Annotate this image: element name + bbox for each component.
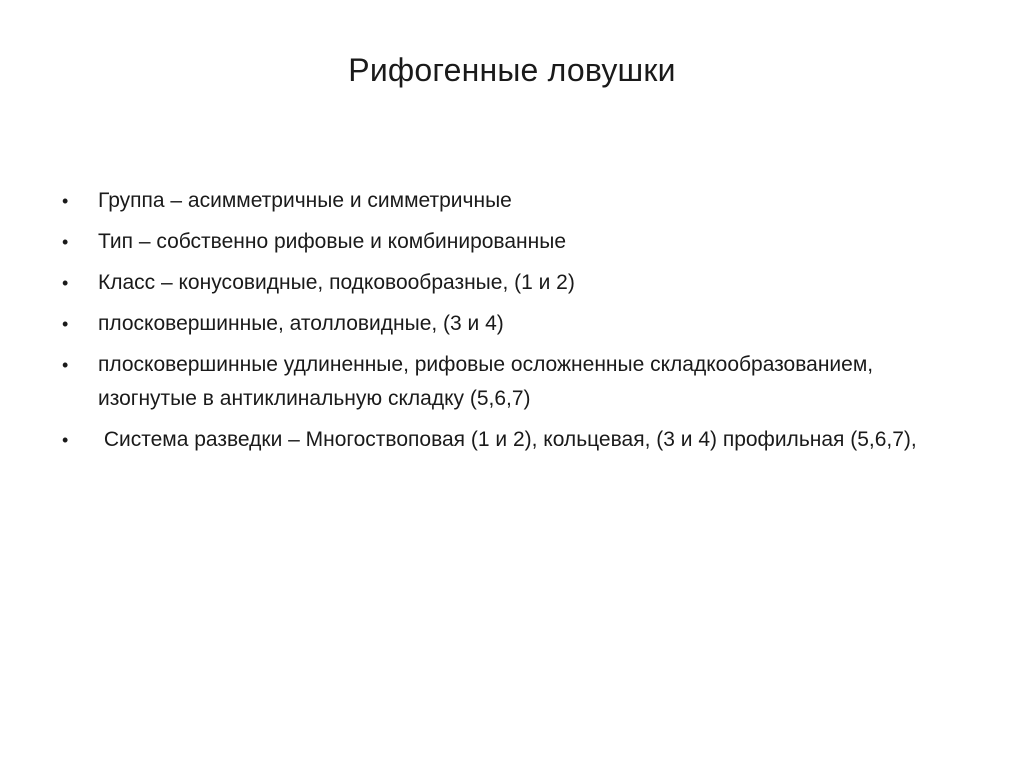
- bullet-item-elongated: [62, 348, 962, 416]
- bullet-text: плосковершинные, атолловидные, (3 и 4): [98, 312, 504, 335]
- bullet-text: плосковершинные удлиненные, рифовые осложненные складкообразованием, изогнутые в антиклинальную складку (5,6,7): [98, 353, 879, 410]
- bullet-icon: •: [62, 273, 69, 293]
- bullet-item-exploration-system: [62, 423, 962, 457]
- bullet-icon: •: [62, 314, 69, 334]
- bullet-list: [62, 184, 962, 464]
- bullet-item-type: [62, 225, 962, 259]
- bullet-text: Система разведки – Многоствоповая (1 и 2), кольцевая, (3 и 4) профильная (5,6,7),: [98, 428, 917, 451]
- bullet-icon: •: [62, 430, 69, 450]
- bullet-text: Тип – собственно рифовые и комбинированные: [98, 230, 566, 253]
- bullet-item-class: [62, 266, 962, 300]
- slide-title: Рифогенные ловушки: [348, 52, 676, 88]
- bullet-icon: •: [62, 232, 69, 252]
- bullet-item-flat-atoll: [62, 307, 962, 341]
- bullet-icon: •: [62, 355, 69, 375]
- bullet-text: Группа – асимметричные и симметричные: [98, 189, 512, 212]
- bullet-icon: •: [62, 191, 69, 211]
- bullet-item-group: [62, 184, 962, 218]
- bullet-text: Класс – конусовидные, подковообразные, (1 и 2): [98, 271, 575, 294]
